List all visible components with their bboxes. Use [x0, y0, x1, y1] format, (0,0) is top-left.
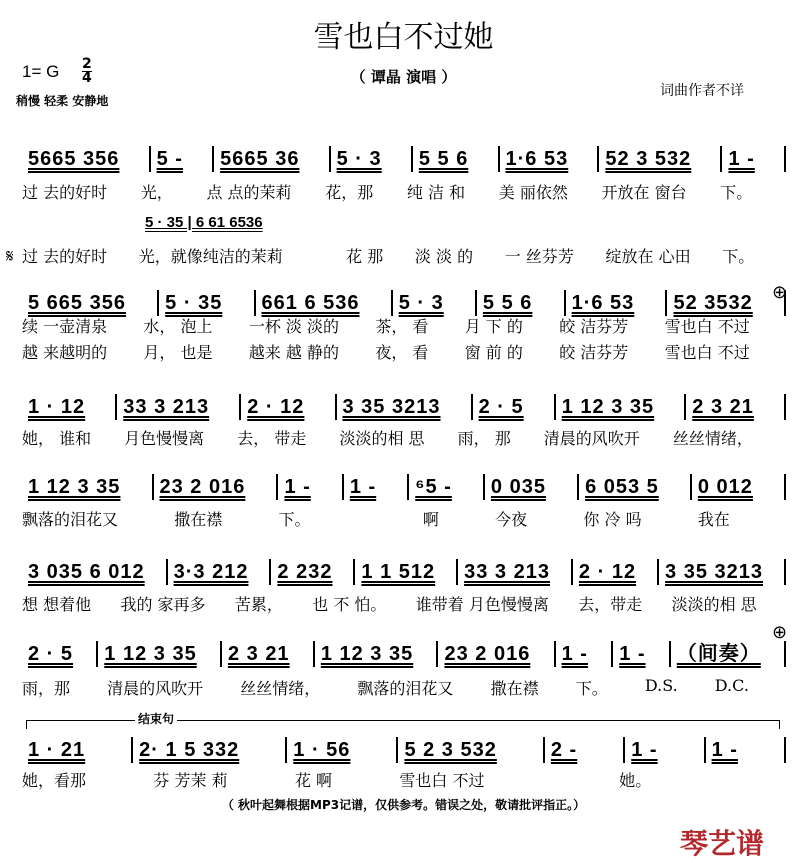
score-line	[22, 394, 786, 420]
measure-notes: 6 053 5	[585, 476, 659, 498]
measure	[214, 146, 330, 172]
lyric-segment: 水， 泡上	[143, 317, 213, 336]
score-line	[22, 559, 786, 585]
lyric-segment: 清晨的风吹开	[107, 679, 204, 698]
measure-notes: 2 · 12	[247, 396, 305, 418]
lyric-segment: 下。	[720, 183, 753, 202]
measure	[159, 290, 255, 316]
measure	[222, 641, 315, 667]
measure-notes: 1 12 3 35	[320, 643, 414, 665]
measure	[241, 394, 336, 420]
singer-credit: （ 谭晶 演唱 ）	[350, 68, 457, 86]
measure	[315, 641, 439, 667]
measure-notes: 3 035 6 012	[28, 561, 145, 583]
lyric-line	[22, 768, 786, 791]
measure-notes: 1 12 3 35	[561, 396, 655, 418]
score-line	[22, 737, 786, 763]
lyric-segment: 美 丽依然	[498, 183, 568, 202]
lyric-line	[22, 676, 786, 699]
lyric-segment: 去， 带走	[237, 429, 307, 448]
lyric-segment: 越来 越 静的	[248, 343, 339, 362]
lyric-segment: 月 下 的	[464, 317, 523, 336]
lyric-segment: 雪也白 不过	[399, 771, 485, 790]
measure	[458, 559, 573, 585]
lyric-segment: 花，那	[325, 183, 374, 202]
score-line	[22, 474, 786, 500]
measure	[22, 474, 154, 500]
lyric-segment: 下。	[722, 247, 755, 266]
measure-notes: 1 · 21	[28, 739, 86, 761]
lyric-line	[22, 340, 786, 363]
measure-notes: 5 2 3 532	[404, 739, 497, 761]
measure-notes: 1 -	[619, 643, 646, 665]
measure	[477, 290, 566, 316]
measure	[331, 146, 413, 172]
measure-notes: 5 · 35	[165, 292, 223, 314]
lyric-segment: 皎 洁芬芳	[559, 343, 629, 362]
lyric-segment: 去，带走	[578, 595, 643, 614]
score-line	[22, 146, 786, 172]
lyric-segment: D.C.	[714, 676, 749, 695]
lyric-segment: 丝丝情绪，	[240, 679, 321, 698]
measure-notes: 2 232	[277, 561, 333, 583]
lyric-line	[22, 180, 786, 203]
lyric-line	[22, 314, 786, 337]
measure-notes: 1 -	[728, 148, 755, 170]
measure-notes: 3·3 212	[173, 561, 249, 583]
measure-notes: 33 3 213	[464, 561, 550, 583]
measure	[409, 474, 485, 500]
measure-notes: 1 12 3 35	[104, 643, 197, 665]
measure	[22, 290, 159, 316]
lyric-segment: 飘落的泪花又	[357, 679, 454, 698]
lyric-line	[22, 426, 786, 449]
measure	[287, 737, 398, 763]
lyric-segment: 下。	[278, 510, 311, 529]
measure-notes: 2 3 21	[692, 396, 754, 418]
measure-notes: 0 035	[490, 476, 546, 498]
lyric-segment: 雨，那	[22, 679, 71, 698]
measure-notes: 3 35 3213	[342, 396, 441, 418]
coda-icon: ⊕	[772, 282, 788, 303]
measure	[473, 394, 556, 420]
lyric-segment: 雪也白 不过	[664, 343, 750, 362]
lyric-segment: 光，	[140, 183, 173, 202]
measure-notes: 23 2 016	[159, 476, 246, 498]
lyric-segment	[719, 768, 786, 791]
measure	[485, 474, 579, 500]
lyric-segment: 一杯 淡 淡的	[248, 317, 339, 336]
lyric-segment: 月色慢慢离	[124, 429, 205, 448]
lyric-segment: 过 去的好时	[22, 183, 108, 202]
measure-notes: 5 · 3	[336, 148, 382, 170]
measure	[722, 146, 786, 172]
measure-notes: 3 35 3213	[665, 561, 764, 583]
coda-icon: ⊕	[772, 622, 788, 643]
measure-notes: 5 -	[156, 148, 183, 170]
measure	[344, 474, 409, 500]
lyric-segment: 飘落的泪花又	[22, 510, 119, 529]
lyric-segment: 想 想着他	[22, 595, 92, 614]
lyric-segment: 苦累，	[234, 595, 283, 614]
lyric-segment: 清晨的风吹开	[543, 429, 640, 448]
measure-notes: ⁶5 -	[415, 476, 452, 498]
measure	[556, 641, 614, 667]
measure-notes: 1·6 53	[505, 148, 569, 170]
measure	[545, 737, 625, 763]
measure	[22, 641, 98, 667]
measure-notes: 2· 1 5 332	[139, 739, 240, 761]
measure-notes: 2 · 5	[478, 396, 524, 418]
measure	[500, 146, 600, 172]
measure-notes: 2 · 12	[578, 561, 637, 583]
measure	[413, 146, 500, 172]
measure-notes: 5 5 6	[482, 292, 533, 314]
lyric-segment: 雪也白 不过	[664, 317, 750, 336]
measure	[154, 474, 279, 500]
site-logo: 琴艺谱	[680, 827, 765, 860]
measure	[256, 290, 393, 316]
measure-notes: 2 3 21	[227, 643, 290, 665]
measure	[613, 641, 671, 667]
measure-notes: 1 -	[631, 739, 658, 761]
measure	[566, 290, 668, 316]
lyric-line	[22, 244, 786, 267]
measure	[667, 290, 785, 316]
time-signature-bottom: 4	[82, 70, 92, 86]
measure-notes: 1 · 12	[28, 396, 86, 418]
lyric-segment: 今夜	[495, 510, 528, 529]
lyric-segment: 雨， 那	[457, 429, 511, 448]
measure-notes: 1 -	[561, 643, 588, 665]
lyric-segment: 淡淡的相 思	[671, 595, 757, 614]
tempo-marking: 稍慢 轻柔 安静地	[16, 94, 109, 108]
measure	[278, 474, 343, 500]
measure	[438, 641, 555, 667]
measure-notes: 1 12 3 35	[28, 476, 121, 498]
measure-notes: 5 665 356	[28, 292, 126, 314]
measure	[355, 559, 458, 585]
lyric-segment: 皎 洁芬芳	[559, 317, 629, 336]
measure-notes: 52 3 532	[605, 148, 692, 170]
lyric-segment: 续 一壶清泉	[22, 317, 108, 336]
measure	[168, 559, 272, 585]
ending-label: 结束句	[135, 710, 177, 727]
measure	[692, 474, 786, 500]
measure	[117, 394, 241, 420]
lyric-segment: 开放在 窗台	[601, 183, 687, 202]
measure	[599, 146, 722, 172]
measure-notes: 1 -	[349, 476, 377, 498]
score-line	[22, 290, 786, 316]
lyric-segment: 她， 谁和	[22, 429, 92, 448]
lyric-segment: 光，就像纯洁的茉莉	[138, 247, 283, 266]
measure	[22, 559, 168, 585]
measure	[706, 737, 786, 763]
lyric-line	[22, 507, 786, 530]
lyric-segment: 我的 家再多	[120, 595, 206, 614]
measure-notes: 1 -	[711, 739, 738, 761]
lyric-segment: 她。	[619, 771, 652, 790]
measure	[625, 737, 705, 763]
lyric-segment: 过 去的好时	[22, 247, 108, 266]
lyric-segment: D.S.	[644, 676, 678, 695]
measure	[686, 394, 786, 420]
measure	[151, 146, 215, 172]
lyric-segment: 花 啊	[294, 771, 333, 790]
lyric-segment: 越 来越明的	[22, 343, 108, 362]
measure-notes: 2 -	[550, 739, 578, 761]
measure-notes: 0 012	[697, 476, 753, 498]
lyric-segment: 也 不 怕。	[312, 595, 387, 614]
lyric-segment: 谁带着 月色慢慢离	[415, 595, 549, 614]
lyric-segment	[552, 768, 619, 791]
lyric-segment: 窗 前 的	[464, 343, 523, 362]
lyric-segment: 夜， 看	[375, 343, 429, 362]
lyric-segment: 月， 也是	[143, 343, 213, 362]
segno-icon: 𝄋	[6, 246, 14, 267]
author-credit: 词曲作者不详	[660, 83, 744, 99]
measure	[133, 737, 287, 763]
lyric-segment: 丝丝情绪，	[672, 429, 753, 448]
measure-notes: 1 -	[284, 476, 311, 498]
lyric-segment: 点 点的茉莉	[206, 183, 292, 202]
lyric-segment: 啊	[422, 510, 439, 529]
measure	[22, 394, 117, 420]
measure	[337, 394, 473, 420]
measure-notes: 33 3 213	[123, 396, 210, 418]
measure-notes: 1·6 53	[571, 292, 635, 314]
measure	[579, 474, 692, 500]
measure	[398, 737, 544, 763]
measure	[22, 146, 151, 172]
measure	[659, 559, 786, 585]
measure	[556, 394, 687, 420]
lyric-segment	[314, 244, 346, 267]
measure	[271, 559, 355, 585]
measure-notes: 52 3532	[673, 292, 753, 314]
score-line	[22, 641, 786, 667]
measure-notes: （间奏）	[676, 643, 761, 665]
measure-notes: 1 · 56	[293, 739, 351, 761]
lyric-segment: 下。	[575, 679, 608, 698]
measure	[393, 290, 477, 316]
measure-notes: 661 6 536	[261, 292, 360, 314]
measure	[573, 559, 659, 585]
lyric-segment: 纯 洁 和	[406, 183, 466, 202]
measure-notes: 23 2 016	[444, 643, 531, 665]
lyric-segment: 花 那	[346, 247, 384, 266]
lyric-line	[22, 592, 786, 615]
lyric-segment: 你 冷 吗	[583, 510, 642, 529]
lyric-segment: 一 丝芬芳	[504, 247, 574, 266]
lyric-segment: 我在	[697, 510, 730, 529]
measure-notes: 1 1 512	[361, 561, 436, 583]
measure	[671, 641, 786, 667]
lyric-segment	[367, 507, 423, 530]
song-title: 雪也白不过她	[313, 20, 494, 55]
variant-notes: 5 · 35 | 6 61 6536	[145, 214, 263, 231]
measure-notes: 5665 356	[28, 148, 120, 170]
lyric-segment: 撒在襟	[174, 510, 223, 529]
measure-notes: 5 5 6	[418, 148, 469, 170]
measure-notes: 5665 36	[220, 148, 300, 170]
time-signature-top: 2	[82, 56, 92, 72]
lyric-segment: 淡 淡 的	[414, 247, 474, 266]
lyric-segment: 绽放在 心田	[605, 247, 691, 266]
lyric-segment: 撒在襟	[490, 679, 539, 698]
measure	[98, 641, 222, 667]
measure-notes: 2 · 5	[28, 643, 74, 665]
lyric-segment: 她，看那	[22, 771, 87, 790]
footnote: （ 秋叶起舞根据MP3记谱，仅供参考。错误之处，敬请批评指正。）	[221, 798, 586, 812]
measure-notes: 5 · 3	[398, 292, 444, 314]
measure	[22, 737, 133, 763]
lyric-segment: 芬 芳茉 莉	[153, 771, 228, 790]
lyric-segment: 茶， 看	[375, 317, 429, 336]
lyric-segment: 淡淡的相 思	[339, 429, 425, 448]
key-signature: 1= G	[22, 62, 60, 81]
